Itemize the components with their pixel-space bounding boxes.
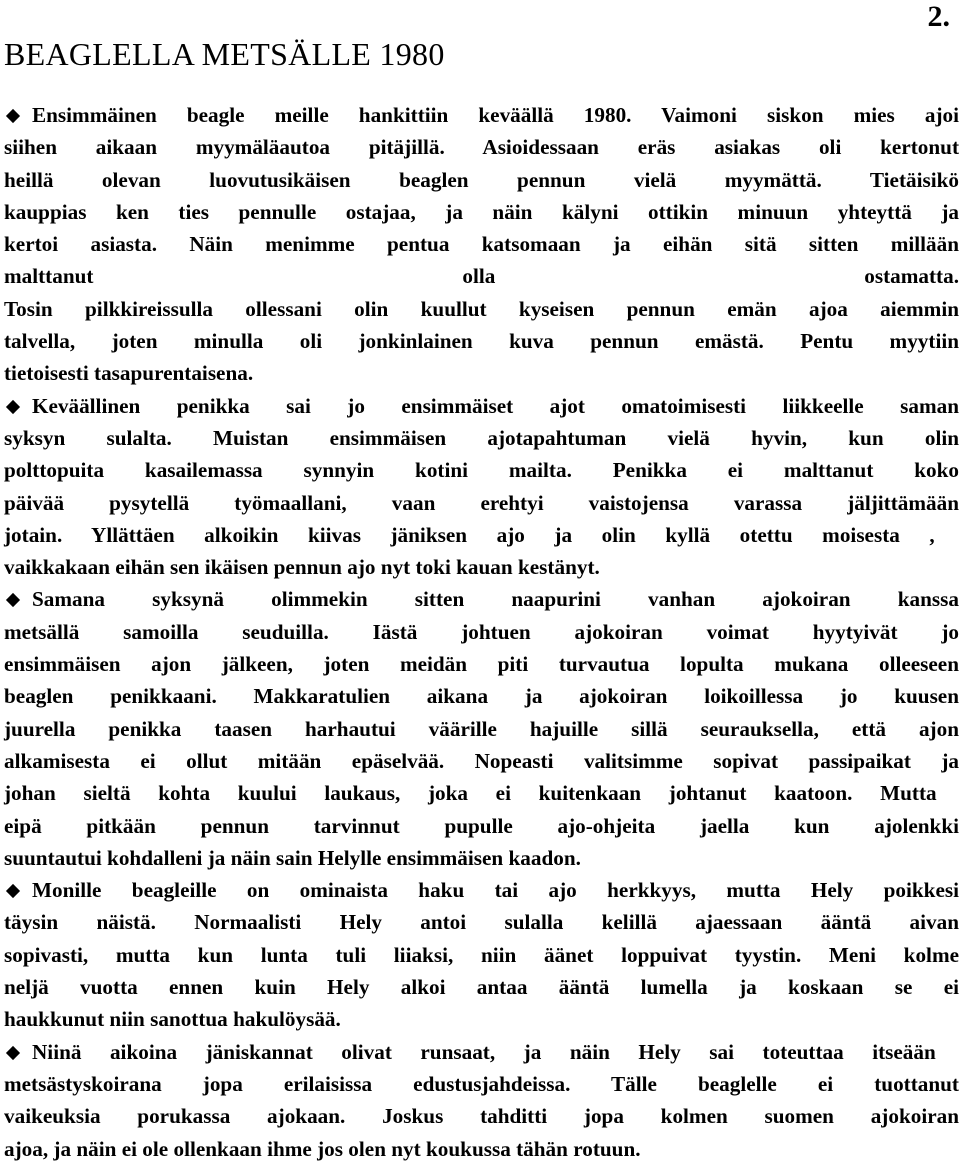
text-line	[4, 1003, 959, 1035]
text-line-content: metsästyskoirana jopa erilaisissa edustusjahdeissa. Tälle beaglelle ei tuottanut	[4, 1071, 959, 1096]
text-line	[4, 131, 959, 163]
text-line-content: haukkunut niin sanottua hakulöysää.	[4, 1007, 341, 1032]
text-line-content: vaikkakaan eihän sen ikäisen pennun ajo nyt toki kauan kestänyt.	[4, 555, 600, 580]
text-line-content: jotain. Yllättäen alkoikin kiivas jäniksen ajo ja olin kyllä otettu moisesta ,	[4, 522, 935, 547]
diamond-bullet-icon	[6, 593, 20, 607]
text-line-content: Tosin pilkkireissulla ollessani olin kuullut kyseisen pennun emän ajoa aiemmin	[4, 296, 959, 321]
text-line	[4, 648, 959, 680]
text-line	[4, 939, 959, 971]
text-line-content: polttopuita kasailemassa synnyin kotini mailta. Penikka ei malttanut koko	[4, 458, 959, 483]
text-line	[4, 454, 959, 486]
text-line	[4, 971, 959, 1003]
text-line	[4, 487, 959, 519]
text-line	[4, 745, 959, 777]
text-line-content: Monille beagleille on ominaista haku tai ajo herkkyys, mutta Hely poikkesi	[32, 878, 959, 903]
text-line	[4, 260, 959, 292]
text-line-content: ajoa, ja näin ei ole ollenkaan ihme jos olen nyt koukussa tähän rotuun.	[4, 1136, 641, 1161]
text-line	[4, 293, 959, 325]
article-body	[4, 99, 959, 1165]
text-line	[4, 616, 959, 648]
text-line	[4, 164, 959, 196]
text-line-content: neljä vuotta ennen kuin Hely alkoi antaa ääntä lumella ja koskaan se ei	[4, 975, 959, 1000]
text-line	[4, 325, 959, 357]
text-line-content: Niinä aikoina jäniskannat olivat runsaat, ja näin Hely sai toteuttaa itseään	[32, 1039, 936, 1064]
text-line	[4, 713, 959, 745]
text-line-content: suuntautui kohdalleni ja näin sain Helylle ensimmäisen kaadon.	[4, 845, 581, 870]
text-line-content: sopivasti, mutta kun lunta tuli liiaksi, niin äänet loppuivat tyystin. Meni kolme	[4, 942, 959, 967]
text-line	[4, 1068, 959, 1100]
text-line-content: talvella, joten minulla oli jonkinlainen kuva pennun emästä. Pentu myytiin	[4, 329, 959, 354]
text-line-content: Samana syksynä olimmekin sitten naapurini vanhan ajokoiran kanssa	[32, 587, 959, 612]
page-title: BEAGLELLA METSÄLLE 1980	[4, 36, 445, 72]
text-line-content: vaikeuksia porukassa ajokaan. Joskus tahditti jopa kolmen suomen ajokoiran	[4, 1104, 959, 1129]
text-line-content: täysin näistä. Normaalisti Hely antoi sulalla kelillä ajaessaan ääntä aivan	[4, 910, 959, 935]
text-line-content: eipä pitkään pennun tarvinnut pupulle ajo-ohjeita jaella kun ajolenkki	[4, 813, 959, 838]
text-line	[4, 228, 959, 260]
text-line-content: Ensimmäinen beagle meille hankittiin keväällä 1980. Vaimoni siskon mies ajoi	[32, 103, 959, 127]
diamond-bullet-icon	[6, 884, 20, 898]
text-line	[4, 810, 959, 842]
text-line	[4, 390, 959, 422]
text-line	[4, 357, 959, 389]
text-line	[4, 680, 959, 712]
text-line-content: juurella penikka taasen harhautui väärille hajuille sillä seurauksella, että ajon	[4, 716, 959, 741]
text-line-content: siihen aikaan myymäläautoa pitäjillä. Asioidessaan eräs asiakas oli kertonut	[4, 135, 959, 160]
text-line-content: metsällä samoilla seuduilla. Iästä johtuen ajokoiran voimat hyytyivät jo	[4, 619, 959, 644]
text-line-content: päivää pysytellä työmaallani, vaan erehtyi vaistojensa varassa jäljittämään	[4, 490, 959, 515]
text-line-content: kertoi asiasta. Näin menimme pentua katsomaan ja eihän sitä sitten millään	[4, 232, 959, 257]
text-line-content: Keväällinen penikka sai jo ensimmäiset ajot omatoimisesti liikkeelle saman	[32, 393, 959, 418]
diamond-bullet-icon	[6, 400, 20, 414]
text-line	[4, 422, 959, 454]
text-line	[4, 1133, 959, 1165]
text-line	[4, 1100, 959, 1132]
text-line	[4, 777, 959, 809]
text-line	[4, 551, 959, 583]
text-line	[4, 583, 959, 615]
text-line-content: heillä olevan luovutusikäisen beaglen pennun vielä myymättä. Tietäisikö	[4, 167, 959, 192]
text-line	[4, 842, 959, 874]
text-line-content: malttanut olla ostamatta.	[4, 264, 959, 289]
text-line	[4, 874, 959, 906]
diamond-bullet-icon	[6, 109, 20, 123]
text-line	[4, 1036, 959, 1068]
text-line	[4, 906, 959, 938]
text-line	[4, 196, 959, 228]
diamond-bullet-icon	[6, 1046, 20, 1060]
text-line-content: beaglen penikkaani. Makkaratulien aikana ja ajokoiran loikoillessa jo kuusen	[4, 684, 959, 709]
text-line-content: kauppias ken ties pennulle ostajaa, ja näin kälyni ottikin minuun yhteyttä ja	[4, 199, 959, 224]
text-line-content: alkamisesta ei ollut mitään epäselvää. Nopeasti valitsimme sopivat passipaikat ja	[4, 748, 959, 773]
text-line-content: johan sieltä kohta kuului laukaus, joka ei kuitenkaan johtanut kaatoon. Mutta	[4, 781, 937, 806]
text-line-content: syksyn sulalta. Muistan ensimmäisen ajotapahtuman vielä hyvin, kun olin	[4, 425, 959, 450]
text-line	[4, 99, 959, 131]
text-line	[4, 519, 959, 551]
page-number: 2.	[927, 0, 950, 33]
text-line-content: tietoisesti tasapurentaisena.	[4, 361, 254, 386]
text-line-content: ensimmäisen ajon jälkeen, joten meidän piti turvautua lopulta mukana olleeseen	[4, 652, 959, 677]
